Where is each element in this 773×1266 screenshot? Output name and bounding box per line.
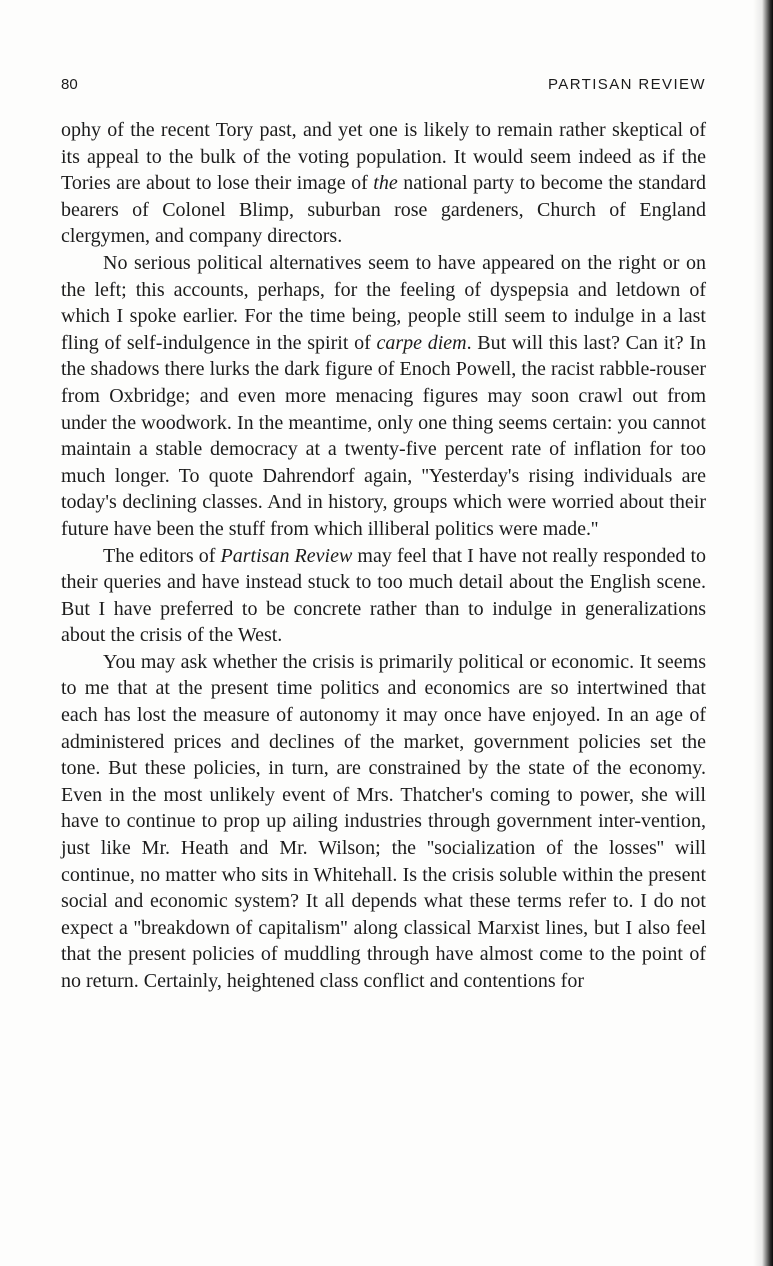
italic-text: the [373,172,398,195]
page-header [61,76,706,98]
italic-text: carpe diem [376,331,467,354]
paragraph [61,543,706,649]
page-number: 80 [61,76,78,93]
paragraph-text: national party to become the standard bearers of Colonel Blimp, suburban rose gardeners, Church of England clergymen, and company directors. [61,172,707,248]
paragraph-text: may feel that I have not really responded to their queries and have instead stuck to too much detail about the English scene. But I have preferred to be concrete rather than to indulge in generalizations about the crisis of the West. [61,544,707,647]
body-text [61,117,706,995]
paragraph-text: No serious political alternatives seem to have appeared on the right or on the left; this accounts, perhaps, for the feeling of dyspepsia and letdown of which I spoke earlier. For the time being, people still seem to indulge in a last fling of self-indulgence in the spirit of [61,251,706,354]
paragraph [61,649,706,995]
italic-text: Partisan Review [220,544,353,567]
paragraph-text: You may ask whether the crisis is primarily political or economic. It seems to me that at the present time politics and economics are so intertwined that each has lost the measure of autonomy it may once have enjoyed. In an age of administered prices and declines of the market, government policies set the tone. But these policies, in turn, are constrained by the state of the economy. Even in the most unlikely event of Mrs. Thatcher's coming to power, she will have to continue to prop up ailing industries through government inter-vention, just like Mr. Heath and Mr. Wilson; the ''socialization of the losses'' will continue, no matter who sits in Whitehall. Is the crisis soluble within the present social and economic system? It all depends what these terms refer to. I do not expect a ''breakdown of capitalism'' along classical Marxist lines, but I also feel that the present policies of muddling through have almost come to the point of no return. Certainly, heightened class conflict and contentions for [61,650,706,992]
binding-shadow [753,0,773,1266]
running-head: PARTISAN REVIEW [548,76,706,93]
paragraph [61,250,706,543]
paragraph-continuation [61,117,706,250]
paragraph-text: The editors of [103,544,221,567]
paragraph-text: ophy of the recent Tory past, and yet one is likely to remain rather skeptical of its appeal to the bulk of the voting population. It would seem indeed as if the Tories are about to lose their image of [61,119,706,195]
paragraph-text: . But will this last? Can it? In the shadows there lurks the dark figure of Enoch Powell, the racist rabble-rouser from Oxbridge; and even more menacing figures may soon crawl out from under the woodwork. In the meantime, only one thing seems certain: you cannot maintain a stable democracy at a twenty-five percent rate of inflation for too much longer. To quote Dahrendorf again, ''Yesterday's rising individuals are today's declining classes. And in history, groups which were worried about their future have been the stuff from which illiberal politics were made.'' [61,331,706,540]
